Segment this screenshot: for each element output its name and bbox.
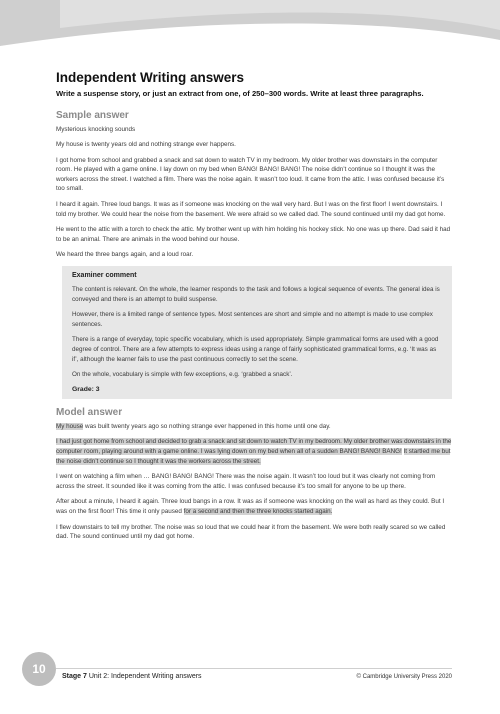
examiner-paragraph: The content is relevant. On the whole, the learner responds to the task and follows a logical sequence of events. The general idea is conveyed and there is an attempt to build suspense. bbox=[72, 286, 440, 303]
examiner-comment-box bbox=[62, 266, 452, 399]
examiner-paragraph: There is a range of everyday, topic specific vocabulary, which is used appropriately. Simple grammatical forms are used with a good degree of control. There are a few attempts to express ideas using a range of fairly sophisticated grammatical forms, e.g. ‘It was as if’, although the learner fails to use the past continuous correctly to set the scene. bbox=[72, 336, 439, 363]
page-title: Independent Writing answers bbox=[56, 70, 245, 85]
highlighted-text: It startled me but the noise didn’t continue so I thought it was the workers across the street. bbox=[56, 447, 451, 465]
footer-unit bbox=[62, 673, 202, 680]
footer-divider bbox=[56, 668, 452, 669]
examiner-comment-title: Examiner comment bbox=[72, 272, 137, 280]
model-paragraph bbox=[56, 422, 452, 432]
model-answer-heading: Model answer bbox=[56, 406, 123, 418]
examiner-paragraph: On the whole, vocabulary is simple with few exceptions, e.g. ‘grabbed a snack’. bbox=[72, 371, 293, 379]
model-paragraph: I flew downstairs to tell my brother. The noise was so loud that we could hear it from the basement. We were both really scared so we called dad. The sound continued until my dad got home. bbox=[56, 523, 446, 541]
sample-paragraph: We heard the three bangs again, and a loud roar. bbox=[56, 251, 194, 259]
footer-unit-title: Unit 2: Independent Writing answers bbox=[86, 673, 202, 680]
model-paragraph bbox=[56, 497, 452, 516]
page-number-badge: 10 bbox=[22, 652, 56, 686]
header-decoration bbox=[0, 0, 500, 64]
task-instruction: Write a suspense story, or just an extract from one, of 250–300 words. Write at least three paragraphs. bbox=[56, 89, 424, 98]
model-paragraph bbox=[56, 437, 452, 466]
footer-stage: Stage 7 bbox=[62, 673, 87, 680]
page-content bbox=[56, 70, 452, 548]
sample-paragraph: I heard it again. Three loud bangs. It was as if someone was knocking on the wall very hard. But I was on the first floor! I went downstairs. I told my brother. We could hear the noise from the basement. We were afraid so we called dad. The sound continued until my dad got home. bbox=[56, 201, 446, 218]
model-paragraph: I went on watching a film when … BANG! BANG! BANG! There was the noise again. It wasn’t too loud but it was clearly not coming from across the street. It sounded like it was coming from the attic. I was confused because it’s too small for anyone to be up there. bbox=[56, 473, 436, 490]
sample-answer-text bbox=[56, 125, 452, 261]
sample-paragraph: He went to the attic with a torch to check the attic. My brother went up with him holding his hockey stick. No one was up there. Dad said it had to be an animal. There are animals in the wood behind our house. bbox=[56, 226, 451, 243]
model-text: After about a minute, I heard it again. Three loud bangs in a row. It was as if someone was knocking on the wall as hard as they could. But I was on the first floor! This time it only paused bbox=[56, 498, 445, 515]
highlighted-text: I had just got home from school and decided to grab a snack and sit down to watch TV in my bedroom. My older brother was downstairs in the computer room, playing around with a game online. I was lying down on my bed when all of a sudden BANG! BANG! BANG! bbox=[56, 438, 452, 455]
model-answer-text bbox=[56, 422, 452, 542]
sample-paragraph: Mysterious knocking sounds bbox=[56, 125, 136, 133]
footer-copyright: © Cambridge University Press 2020 bbox=[356, 674, 452, 680]
highlighted-text: for a second and then the three knocks started again. bbox=[183, 507, 333, 515]
highlighted-text: My house bbox=[56, 422, 84, 430]
model-text: was built twenty years ago so nothing strange ever happened in this home until one day. bbox=[83, 422, 331, 430]
sample-paragraph: I got home from school and grabbed a snack and sat down to watch TV in my bedroom. My older brother was downstairs in the computer room. He played with a game online. I lay down on my bed when BANG! BANG! BANG! The noise didn’t continue so I thought it was the workers across the street. I watched a film. There was the noise again. It wasn’t too loud. It came from the attic. I was confused because it’s too small. bbox=[56, 156, 445, 193]
sample-paragraph: My house is twenty years old and nothing strange ever happens. bbox=[56, 141, 236, 149]
sample-answer-heading: Sample answer bbox=[56, 109, 129, 121]
examiner-grade: Grade: 3 bbox=[72, 385, 100, 393]
examiner-paragraph: However, there is a limited range of sentence types. Most sentences are short and simple and no attempt is made to use complex sentences. bbox=[72, 311, 433, 328]
